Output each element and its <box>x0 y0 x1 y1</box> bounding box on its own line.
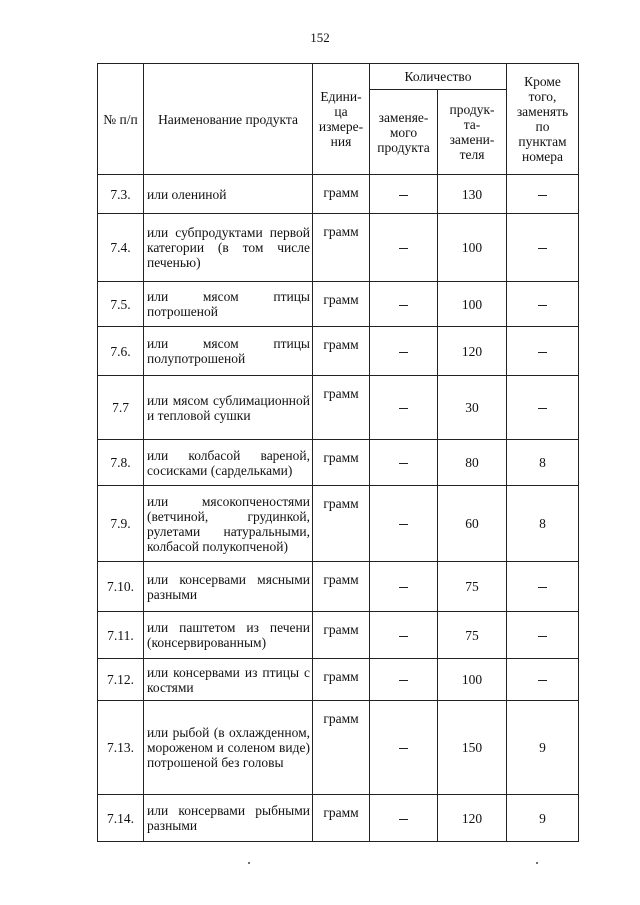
replacement-quantity: 100 <box>438 282 507 327</box>
replacement-quantity: 100 <box>438 659 507 701</box>
replacement-quantity: 60 <box>438 486 507 562</box>
product-name: или консервами мясными разными <box>144 562 313 612</box>
unit: грамм <box>313 486 370 562</box>
product-name: или мясом сублимационной и тепловой сушки <box>144 376 313 440</box>
replaced-quantity-dash <box>399 819 408 820</box>
row-number: 7.9. <box>98 486 144 562</box>
replaced-quantity <box>370 701 438 795</box>
row-number: 7.7 <box>98 376 144 440</box>
replaced-quantity-dash <box>399 524 408 525</box>
besides-dash <box>538 587 547 588</box>
besides-dash <box>538 352 547 353</box>
besides-dash <box>538 305 547 306</box>
header-quantity: Количество <box>370 64 507 90</box>
product-name: или паштетом из печени (консервированным) <box>144 612 313 659</box>
besides-item <box>507 376 579 440</box>
header-product-name: Наименование продукта <box>144 64 313 175</box>
replaced-quantity-dash <box>399 195 408 196</box>
replacement-quantity: 75 <box>438 562 507 612</box>
unit: грамм <box>313 701 370 795</box>
replaced-quantity <box>370 659 438 701</box>
replaced-quantity-dash <box>399 352 408 353</box>
replaced-quantity <box>370 175 438 214</box>
besides-item <box>507 562 579 612</box>
besides-dash <box>538 636 547 637</box>
replacement-quantity: 75 <box>438 612 507 659</box>
unit: грамм <box>313 376 370 440</box>
row-number: 7.13. <box>98 701 144 795</box>
unit: грамм <box>313 282 370 327</box>
replaced-quantity-dash <box>399 748 408 749</box>
scan-speck <box>536 862 538 864</box>
unit: грамм <box>313 175 370 214</box>
replaced-quantity-dash <box>399 248 408 249</box>
product-name: или колбасой вареной, сосисками (сардельками) <box>144 440 313 486</box>
header-number: № п/п <box>98 64 144 175</box>
besides-dash <box>538 408 547 409</box>
replacement-quantity: 80 <box>438 440 507 486</box>
replaced-quantity <box>370 327 438 376</box>
row-number: 7.3. <box>98 175 144 214</box>
row-number: 7.8. <box>98 440 144 486</box>
row-number: 7.14. <box>98 795 144 842</box>
besides-item <box>507 612 579 659</box>
replaced-quantity <box>370 486 438 562</box>
replaced-quantity <box>370 282 438 327</box>
row-number: 7.4. <box>98 214 144 282</box>
row-number: 7.6. <box>98 327 144 376</box>
replaced-quantity <box>370 440 438 486</box>
product-name: или мясом птицы потрошеной <box>144 282 313 327</box>
replacement-table <box>97 63 579 842</box>
replaced-quantity-dash <box>399 463 408 464</box>
unit: грамм <box>313 612 370 659</box>
replaced-quantity <box>370 376 438 440</box>
replaced-quantity <box>370 612 438 659</box>
besides-item: 8 <box>507 486 579 562</box>
besides-item: 9 <box>507 701 579 795</box>
besides-dash <box>538 248 547 249</box>
replacement-quantity: 30 <box>438 376 507 440</box>
replaced-quantity <box>370 214 438 282</box>
product-name: или рыбой (в охлажденном, мороженом и соленом виде) потрошеной без головы <box>144 701 313 795</box>
unit: грамм <box>313 795 370 842</box>
besides-dash <box>538 680 547 681</box>
replacement-quantity: 120 <box>438 795 507 842</box>
unit: грамм <box>313 440 370 486</box>
replacement-quantity: 150 <box>438 701 507 795</box>
besides-item <box>507 214 579 282</box>
replaced-quantity-dash <box>399 636 408 637</box>
besides-item <box>507 659 579 701</box>
unit: грамм <box>313 659 370 701</box>
unit: грамм <box>313 327 370 376</box>
replaced-quantity-dash <box>399 587 408 588</box>
page-number: 152 <box>310 30 330 45</box>
unit: грамм <box>313 562 370 612</box>
product-name: или консервами рыбными разными <box>144 795 313 842</box>
row-number: 7.12. <box>98 659 144 701</box>
replaced-quantity-dash <box>399 305 408 306</box>
row-number: 7.11. <box>98 612 144 659</box>
row-number: 7.5. <box>98 282 144 327</box>
besides-item <box>507 327 579 376</box>
row-number: 7.10. <box>98 562 144 612</box>
product-name: или мясокопченостями (ветчиной, грудинкой, рулетами натуральными, колбасой полукопченой) <box>144 486 313 562</box>
besides-dash <box>538 195 547 196</box>
product-name: или консервами из птицы с костями <box>144 659 313 701</box>
scan-speck <box>248 862 250 864</box>
replaced-quantity <box>370 562 438 612</box>
product-name: или мясом птицы полупотрошеной <box>144 327 313 376</box>
replacement-quantity: 120 <box>438 327 507 376</box>
replacement-quantity: 130 <box>438 175 507 214</box>
besides-item <box>507 175 579 214</box>
product-name: или олениной <box>144 175 313 214</box>
replaced-quantity <box>370 795 438 842</box>
besides-item: 9 <box>507 795 579 842</box>
replacement-quantity: 100 <box>438 214 507 282</box>
unit: грамм <box>313 214 370 282</box>
replaced-quantity-dash <box>399 408 408 409</box>
header-besides: Кроме того, заменять по пунктам номера <box>507 64 579 175</box>
header-unit: Едини-ца измере-ния <box>313 64 370 175</box>
product-name: или субпродуктами первой категории (в том числе печенью) <box>144 214 313 282</box>
besides-item: 8 <box>507 440 579 486</box>
besides-item <box>507 282 579 327</box>
header-replaced-product: заменяе-мого продукта <box>370 90 438 175</box>
header-replacement-product: продук-та-замени-теля <box>438 90 507 175</box>
replaced-quantity-dash <box>399 680 408 681</box>
